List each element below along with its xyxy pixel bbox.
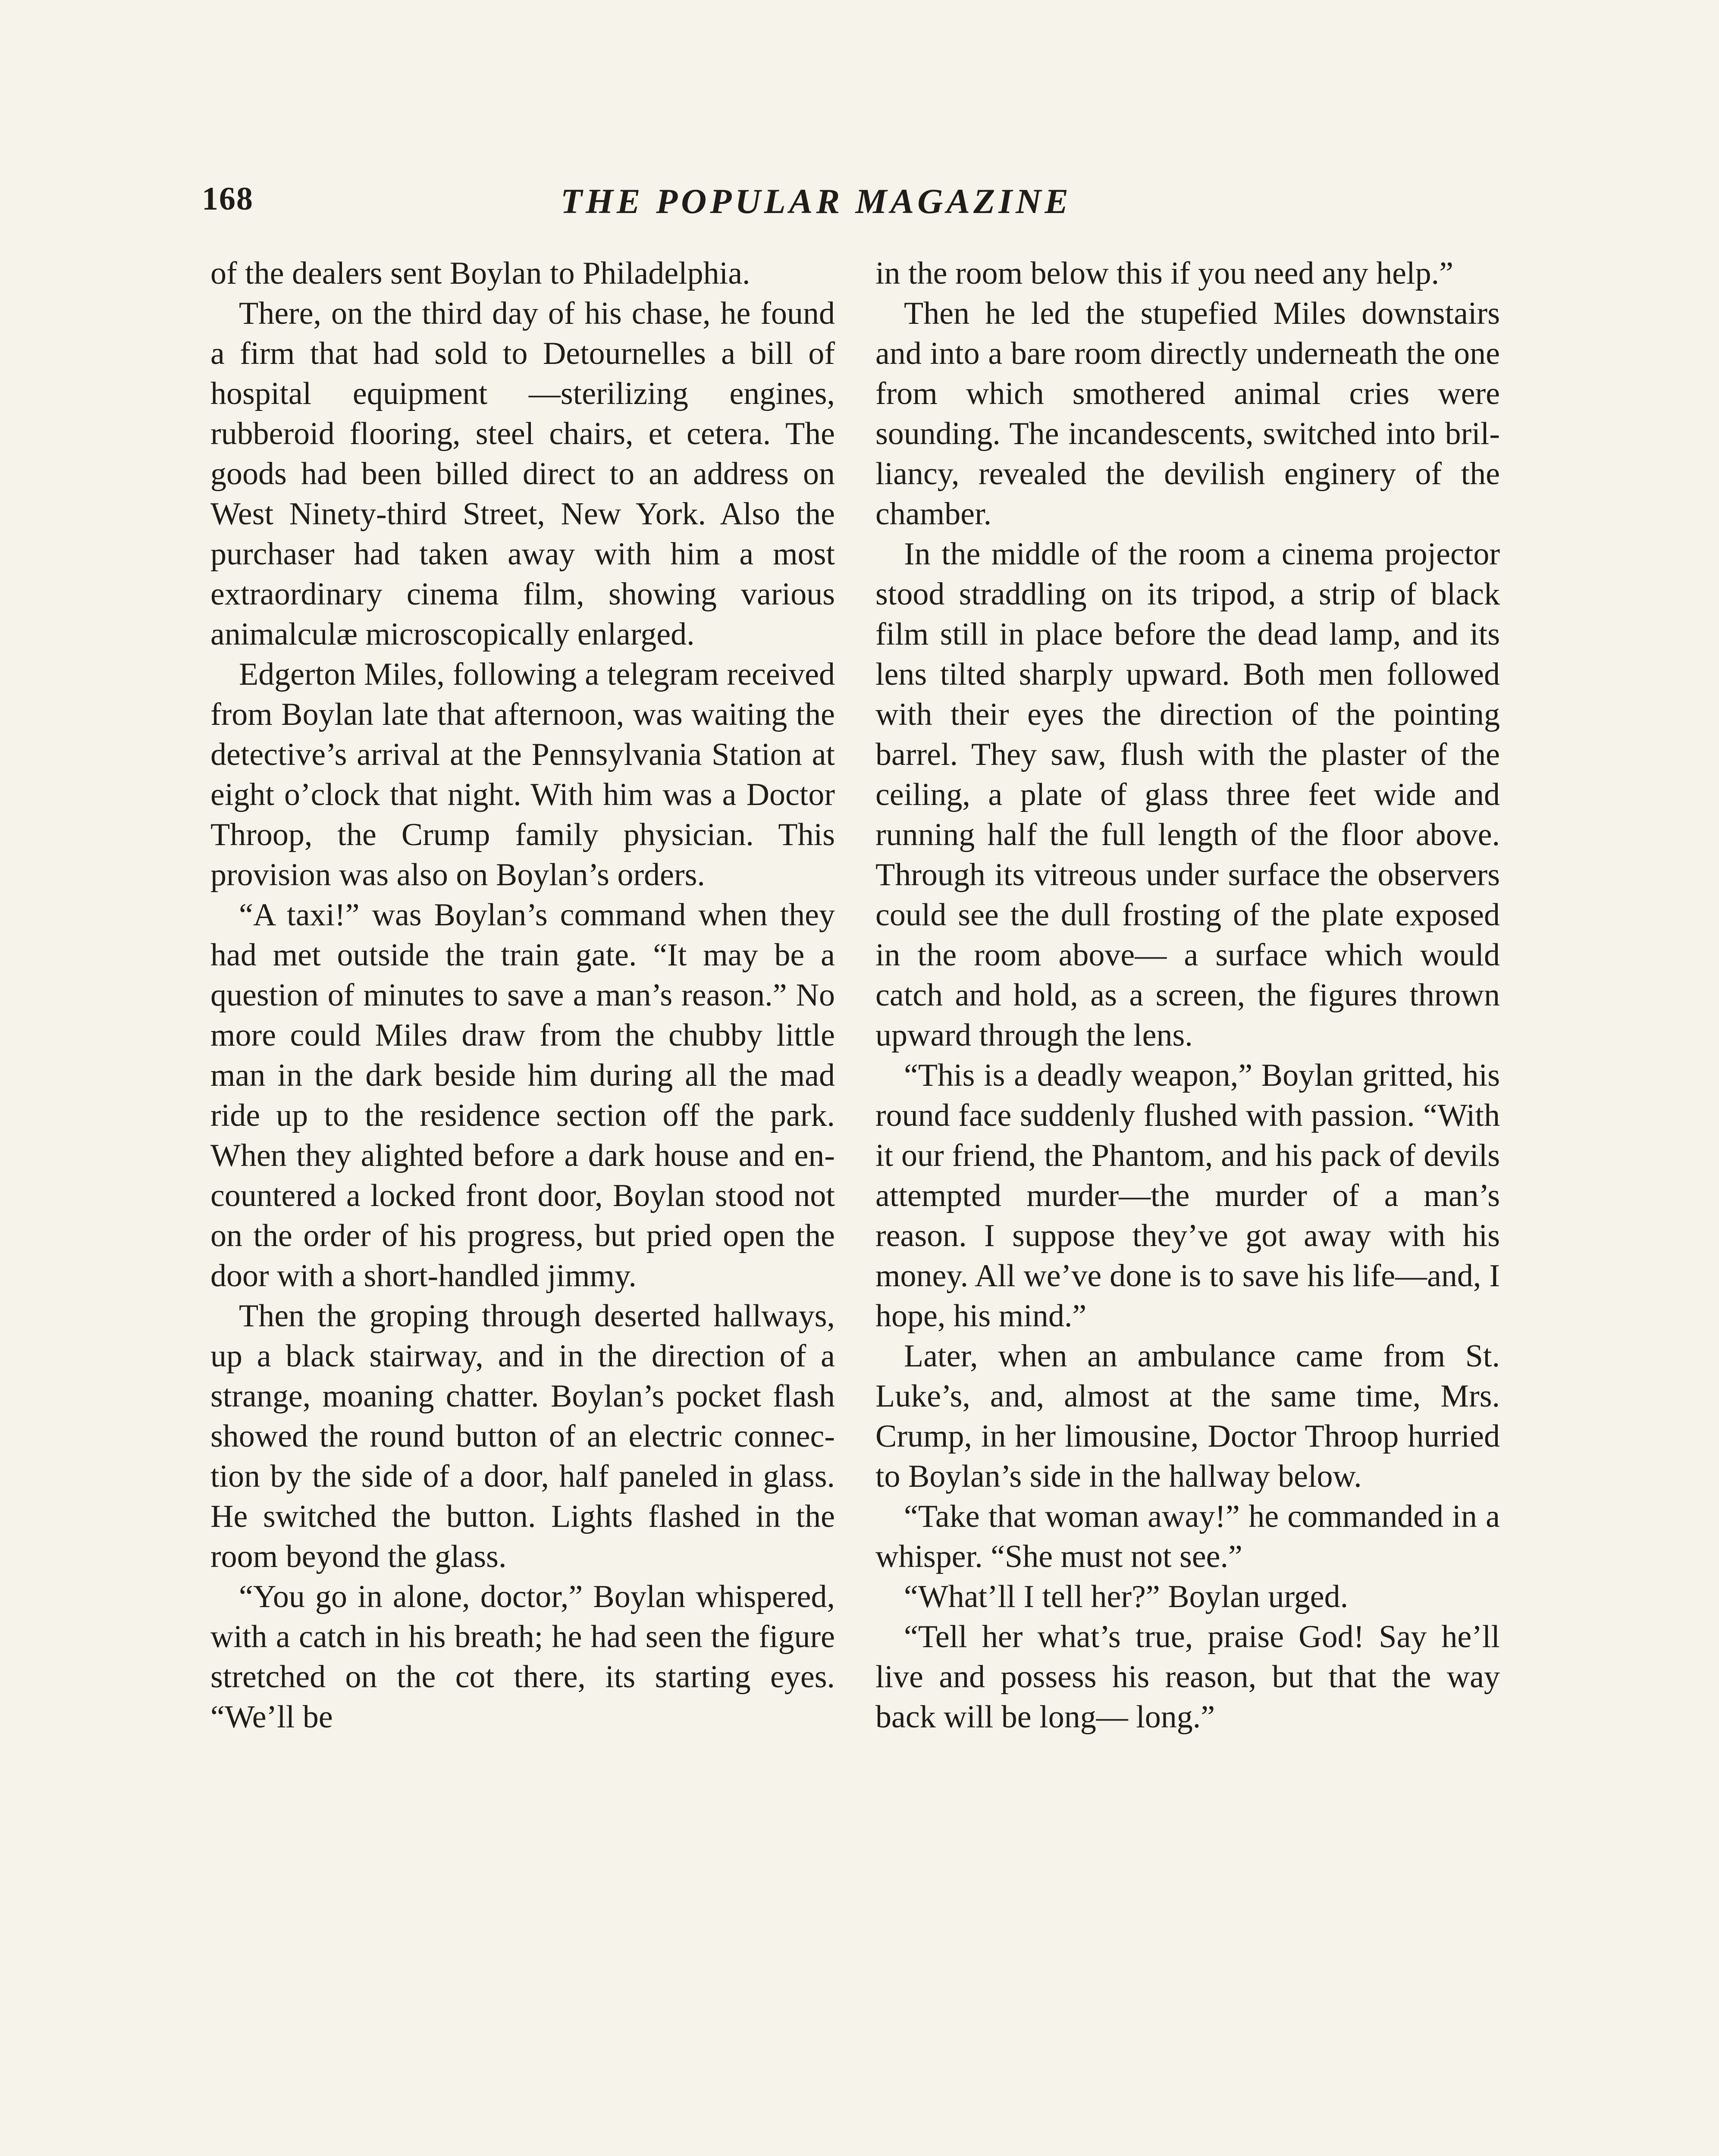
paragraph: “You go in alone, doctor,” Boylan whispered, with a catch in his breath; he had seen the figure stretched on the cot there, its starting eyes. “We’ll be xyxy=(210,1579,835,1735)
paragraph: “Tell her what’s true, praise God! Say he’ll live and possess his reason, but that the way back will be long— long.” xyxy=(875,1619,1500,1735)
paragraph: “This is a deadly weapon,” Boylan gritted, his round face suddenly flushed with passion. “With it our friend, the Phantom, and his pack of devils attempted murder—the murder of a man’s reason. I suppose they’ve got away with his money. All we’ve done is to save his life—and, I hope, his mind.” xyxy=(875,1058,1500,1334)
paragraph: of the dealers sent Boylan to Philadelphia. xyxy=(210,256,750,291)
left-column xyxy=(210,254,835,1737)
paragraph: Then the groping through deserted hallways, up a black stairway, and in the direction of a strange, moaning chatter. Boylan’s pocket flash showed the round button of an electric connection by the side of a door, half paneled in glass. He switched the button. Lights flashed in the room beyond the glass. xyxy=(210,1298,835,1574)
paragraph: Then he led the stupefied Miles downstairs and into a bare room directly underneath the one from which smothered animal cries were sounding. The incandescents, switched into brilliancy, revealed the devilish enginery of the chamber. xyxy=(875,296,1500,532)
page-number: 168 xyxy=(202,181,254,217)
paragraph: Edgerton Miles, following a telegram received from Boylan late that afternoon, was waiting the detective’s arrival at the Pennsylvania Station at eight o’clock that night. With him was a Doctor Throop, the Crump family physician. This provision was also on Boylan’s orders. xyxy=(210,657,835,893)
paragraph: “What’ll I tell her?” Boylan urged. xyxy=(904,1579,1349,1614)
paragraph: “Take that woman away!” he commanded in a whisper. “She must not see.” xyxy=(875,1499,1500,1574)
paragraph: “A taxi!” was Boylan’s command when they had met outside the train gate. “It may be a question of minutes to save a man’s reason.” No more could Miles draw from the chubby little man in the dark beside him during all the mad ride up to the residence section off the park. When they alighted before a dark house and encountered a locked front door, Boylan stood not on the order of his progress, but pried open the door with a short-handled jimmy. xyxy=(210,897,835,1294)
right-column xyxy=(875,254,1500,1737)
paragraph: in the room below this if you need any help.” xyxy=(875,256,1453,291)
paragraph: Later, when an ambulance came from St. Luke’s, and, almost at the same time, Mrs. Crump, in her limousine, Doctor Throop hurried to Boylan’s side in the hallway below. xyxy=(875,1338,1500,1494)
paragraph: There, on the third day of his chase, he found a firm that had sold to Detournelles a bill of hospital equipment —sterilizing engines, rubberoid flooring, steel chairs, et cetera. The goods had been billed direct to an address on West Ninety-third Street, New York. Also the purchaser had taken away with him a most extraordinary cinema film, showing various animalculæ microscopically enlarged. xyxy=(210,296,835,652)
running-head: THE POPULAR MAGAZINE xyxy=(561,182,1072,221)
paragraph: In the middle of the room a cinema projector stood straddling on its tripod, a strip of black film still in place before the dead lamp, and its lens tilted sharply upward. Both men followed with their eyes the direction of the pointing barrel. They saw, flush with the plaster of the ceiling, a plate of glass three feet wide and running half the full length of the floor above. Through its vitreous under surface the observers could see the dull frosting of the plate exposed in the room above— a surface which would catch and hold, as a screen, the figures thrown upward through the lens. xyxy=(875,536,1500,1053)
